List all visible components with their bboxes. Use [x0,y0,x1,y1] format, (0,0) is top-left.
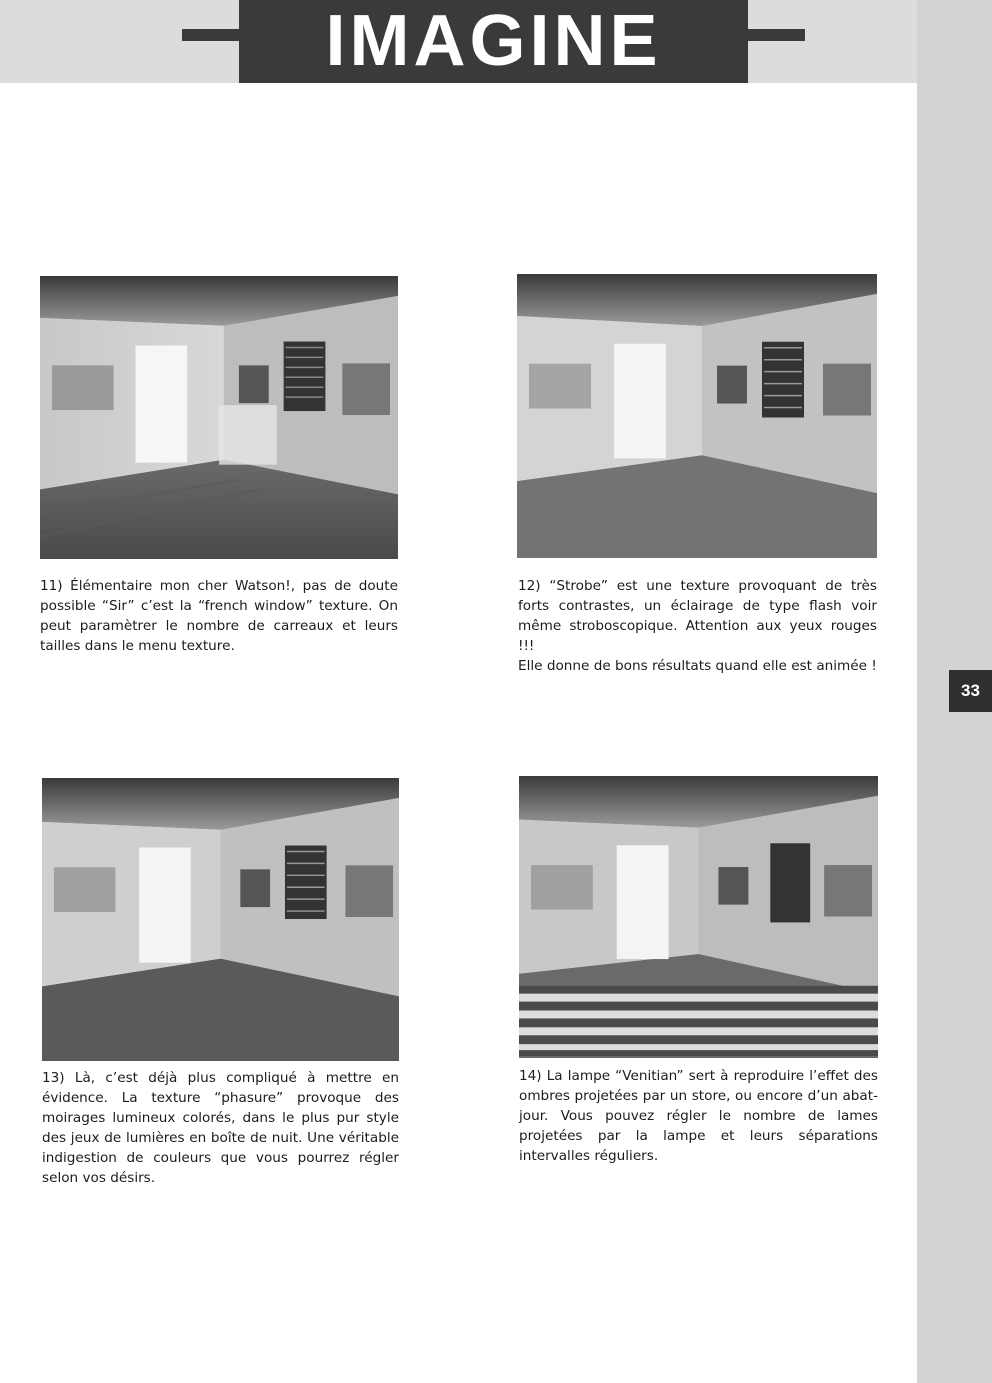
caption-12 [518,576,877,676]
figure-phasure-render [42,778,399,1061]
header-rule-right [745,29,805,41]
figure-french-window-render [40,276,398,559]
caption-13-text: 13) Là, c’est déjà plus compliqué à mettre en évidence. La texture “phasure” provoque des moirages lumineux colorés, dans le plus pur style des jeux de lumières en boîte de nuit. Une véritable indigestion de couleurs que vous pourrez régler selon vos désirs. [42,1070,399,1186]
caption-12-text: 12) “Strobe” est une texture provoquant de très forts contrastes, un éclairage de type flash voir même stroboscopique. Attention aux yeux rouges !!! [518,578,877,654]
page-number-tab: 33 [949,670,992,712]
caption-11-text: 11) Élémentaire mon cher Watson!, pas de doute possible “Sir” c’est la “french window” texture. On peut paramètrer le nombre de carreaux et leurs tailles dans le menu texture. [40,578,398,654]
caption-12-text-2: Elle donne de bons résultats quand elle est animée ! [518,658,877,674]
page-title: IMAGINE [325,1,662,81]
header-rule-left [182,29,242,41]
caption-11 [40,576,398,656]
caption-14 [519,1066,878,1166]
figure-venitian-render [519,776,878,1058]
caption-13 [42,1068,399,1188]
figure-strobe-render [517,274,877,558]
caption-14-text: 14) La lampe “Venitian” sert à reproduire l’effet des ombres projetées par un store, ou encore d’un abat-jour. Vous pouvez régler le nombre de lames projetées par la lampe et leurs séparations intervalles réguliers. [519,1068,878,1164]
